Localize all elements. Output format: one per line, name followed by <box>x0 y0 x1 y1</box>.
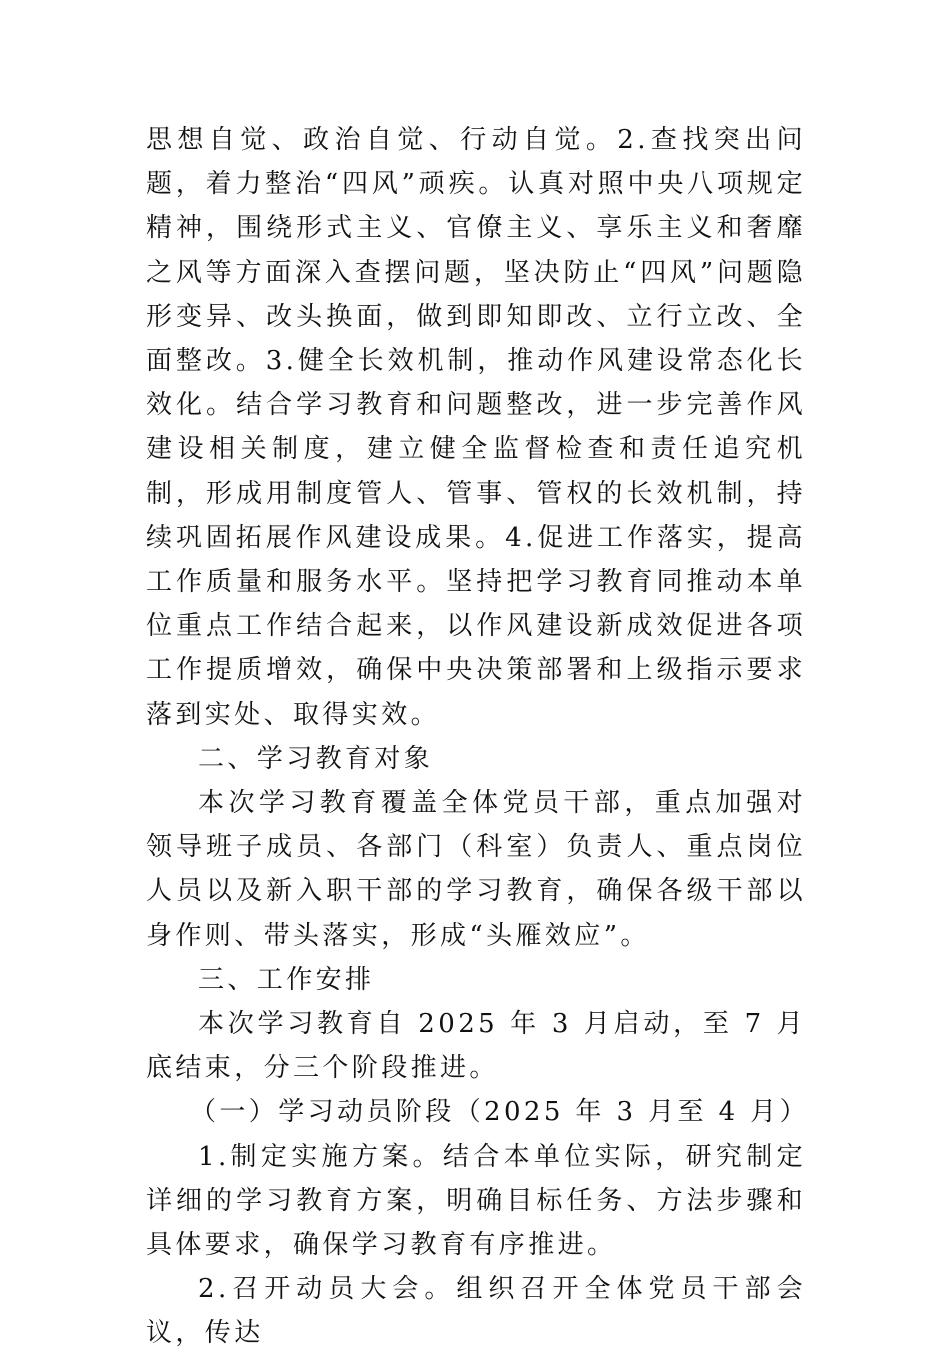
section-heading-targets: 二、学习教育对象 <box>198 743 434 774</box>
paragraph-targets: 本次学习教育覆盖全体党员干部，重点加强对领导班子成员、各部门（科室）负责人、重点岗位人员以及新入职干部的学习教育，确保各级干部以身作则、带头落实，形成“头雁效应”。 <box>146 788 806 951</box>
document-body <box>146 118 809 1356</box>
paragraph-meeting: 2.召开动员大会。组织召开全体党员干部会议，传达 <box>146 1274 806 1349</box>
section-heading-arrangement: 三、工作安排 <box>198 964 375 995</box>
paragraph-arrangement-intro: 本次学习教育自 2025 年 3 月启动，至 7 月底结束，分三个阶段推进。 <box>146 1009 806 1084</box>
paragraph-goals-continued: 思想自觉、政治自觉、行动自觉。2.查找突出问题，着力整治“四风”顽疾。认真对照中央八项规定精神，围绕形式主义、官僚主义、享乐主义和奢靡之风等方面深入查摆问题，坚决防止“四风”问题隐形变异、改头换面，做到即知即改、立行立改、全面整改。3.健全长效机制，推动作风建设常态化长效化。结合学习教育和问题整改，进一步完善作风建设相关制度，建立健全监督检查和责任追究机制，形成用制度管人、管事、管权的长效机制，持续巩固拓展作风建设成果。4.促进工作落实，提高工作质量和服务水平。坚持把学习教育同推动本单位重点工作结合起来，以作风建设新成效促进各项工作提质增效，确保中央决策部署和上级指示要求落到实处、取得实效。 <box>146 125 806 730</box>
paragraph-plan: 1.制定实施方案。结合本单位实际，研究制定详细的学习教育方案，明确目标任务、方法步骤和具体要求，确保学习教育有序推进。 <box>146 1141 806 1261</box>
subsection-heading-mobilization: （一）学习动员阶段（2025 年 3 月至 4 月） <box>190 1097 809 1128</box>
